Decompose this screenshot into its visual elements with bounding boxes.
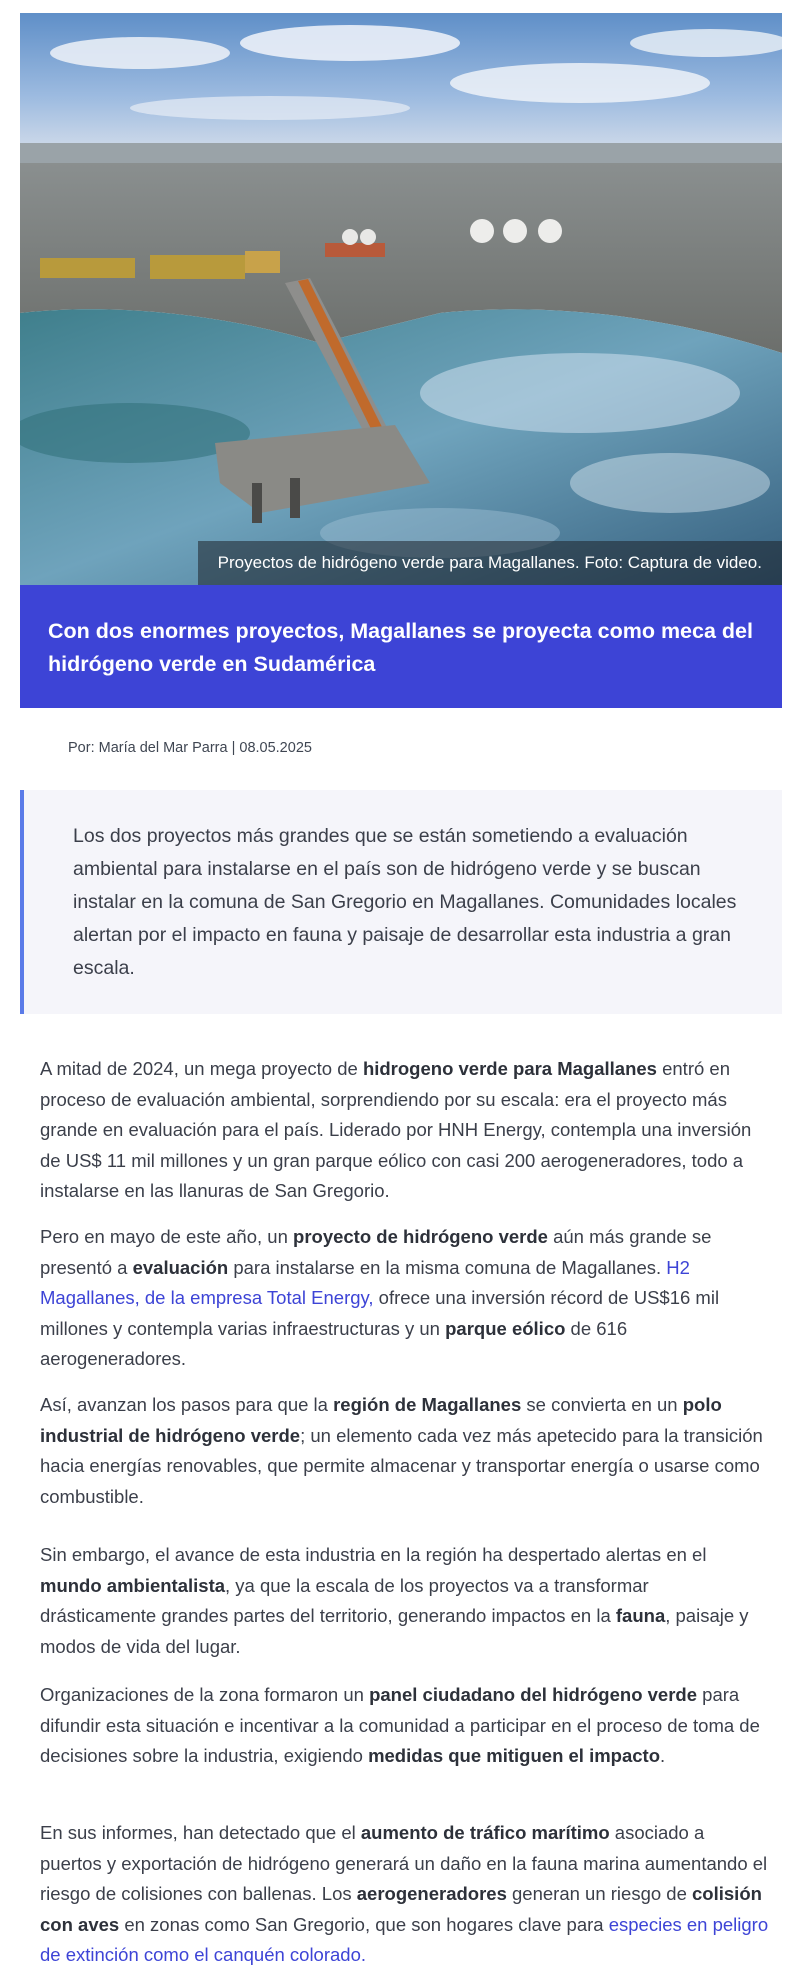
headline-box xyxy=(20,585,782,708)
bold-text: panel ciudadano del hidrógeno verde xyxy=(369,1684,698,1705)
text: entró en proceso de evaluación ambiental, sorprendiendo por su escala: era el proyecto más grande en evaluación para el país. Liderado por HNH Energy, contempla una inversión de US$ 11 mil millones y un gran parque eólico con casi 200 aerogeneradores, todo a instalarse en las llanuras de San Gregorio. xyxy=(40,1058,752,1201)
body-paragraph-6 xyxy=(40,1818,770,1971)
h2-magallanes-link[interactable]: H2 Magallanes, de la empresa Total Energy, xyxy=(40,1256,690,1308)
bold-text: mundo ambientalista xyxy=(40,1574,226,1596)
body-paragraph-4 xyxy=(40,1540,770,1662)
text: para instalarse en la misma comuna de Magallanes. xyxy=(228,1256,667,1278)
body-paragraph-3 xyxy=(40,1390,770,1512)
bold-text: aumento de tráfico marítimo xyxy=(360,1822,610,1843)
text: A mitad de 2024, un mega proyecto de xyxy=(40,1058,363,1079)
text: En sus informes, han detectado que el xyxy=(40,1822,361,1843)
species-link[interactable]: especies en peligro de extinción como el canquén colorado. xyxy=(40,1913,769,1965)
text: , paisaje y modos de vida del lugar. xyxy=(40,1605,749,1657)
text: Sin embargo, el avance de esta industria en la región ha despertado alertas en el xyxy=(40,1544,707,1565)
bold-text: proyecto de hidrógeno verde xyxy=(293,1226,548,1247)
text: asociado a puertos y exportación de hidrógeno generará un daño en la fauna marina aumentando el riesgo de colisiones con ballenas. Los xyxy=(40,1822,768,1904)
bold-text: evaluación xyxy=(132,1256,229,1278)
body-paragraph-5 xyxy=(40,1680,770,1772)
lead-box xyxy=(20,790,782,1014)
text: en zonas como San Gregorio, que son hogares clave para xyxy=(119,1913,609,1935)
text: de 616 aerogeneradores. xyxy=(40,1317,628,1369)
text: , ya que la escala de los proyectos va a transformar drásticamente grandes partes del territorio, generando impactos en la xyxy=(40,1574,649,1626)
text: Pero en mayo de este año, un xyxy=(40,1226,294,1247)
bold-text: colisión con aves xyxy=(40,1883,762,1935)
hero-image xyxy=(20,13,782,585)
text: se convierta en un xyxy=(521,1394,683,1415)
text: Organizaciones de la zona formaron un xyxy=(40,1684,370,1705)
bold-text: hidrogeno verde para Magallanes xyxy=(362,1058,657,1079)
bold-text: parque eólico xyxy=(445,1317,566,1339)
text: para difundir esta situación e incentivar a la comunidad a participar en el proceso de toma de decisiones sobre la industria, exigiendo xyxy=(40,1684,760,1766)
bold-text: polo industrial de hidrógeno verde xyxy=(40,1394,722,1446)
byline: Por: María del Mar Parra | 08.05.2025 xyxy=(68,740,312,756)
bold-text: aerogeneradores xyxy=(356,1883,507,1904)
hero-illustration xyxy=(20,13,782,585)
text: ; un elemento cada vez más apetecido para la transición hacia energías renovables, que permite almacenar y transportar energía o usarse como combustible. xyxy=(40,1424,763,1507)
bold-text: medidas que mitiguen el impacto xyxy=(368,1745,661,1766)
hero-caption: Proyectos de hidrógeno verde para Magallanes. Foto: Captura de video. xyxy=(198,541,782,585)
text: Así, avanzan los pasos para que la xyxy=(40,1394,334,1415)
body-paragraph-2 xyxy=(40,1222,770,1375)
text: ofrece una inversión récord de US$16 mil millones y contempla varias infraestructuras y un xyxy=(40,1287,720,1339)
text: . xyxy=(660,1745,666,1766)
article-title: Con dos enormes proyectos, Magallanes se proyecta como meca del hidrógeno verde en Sudamérica xyxy=(48,619,753,676)
bold-text: fauna xyxy=(615,1605,666,1626)
bold-text: región de Magallanes xyxy=(333,1394,522,1415)
body-paragraph-1 xyxy=(40,1054,770,1207)
text: generan un riesgo de xyxy=(506,1883,693,1904)
lead-text: Los dos proyectos más grandes que se están sometiendo a evaluación ambiental para instalarse en el país son de hidrógeno verde y se buscan instalar en la comuna de San Gregorio en Magallanes. Comunidades locales alertan por el impacto en fauna y paisaje de desarrollar esta industria a gran escala. xyxy=(73,825,737,979)
text: aún más grande se presentó a xyxy=(40,1226,712,1278)
